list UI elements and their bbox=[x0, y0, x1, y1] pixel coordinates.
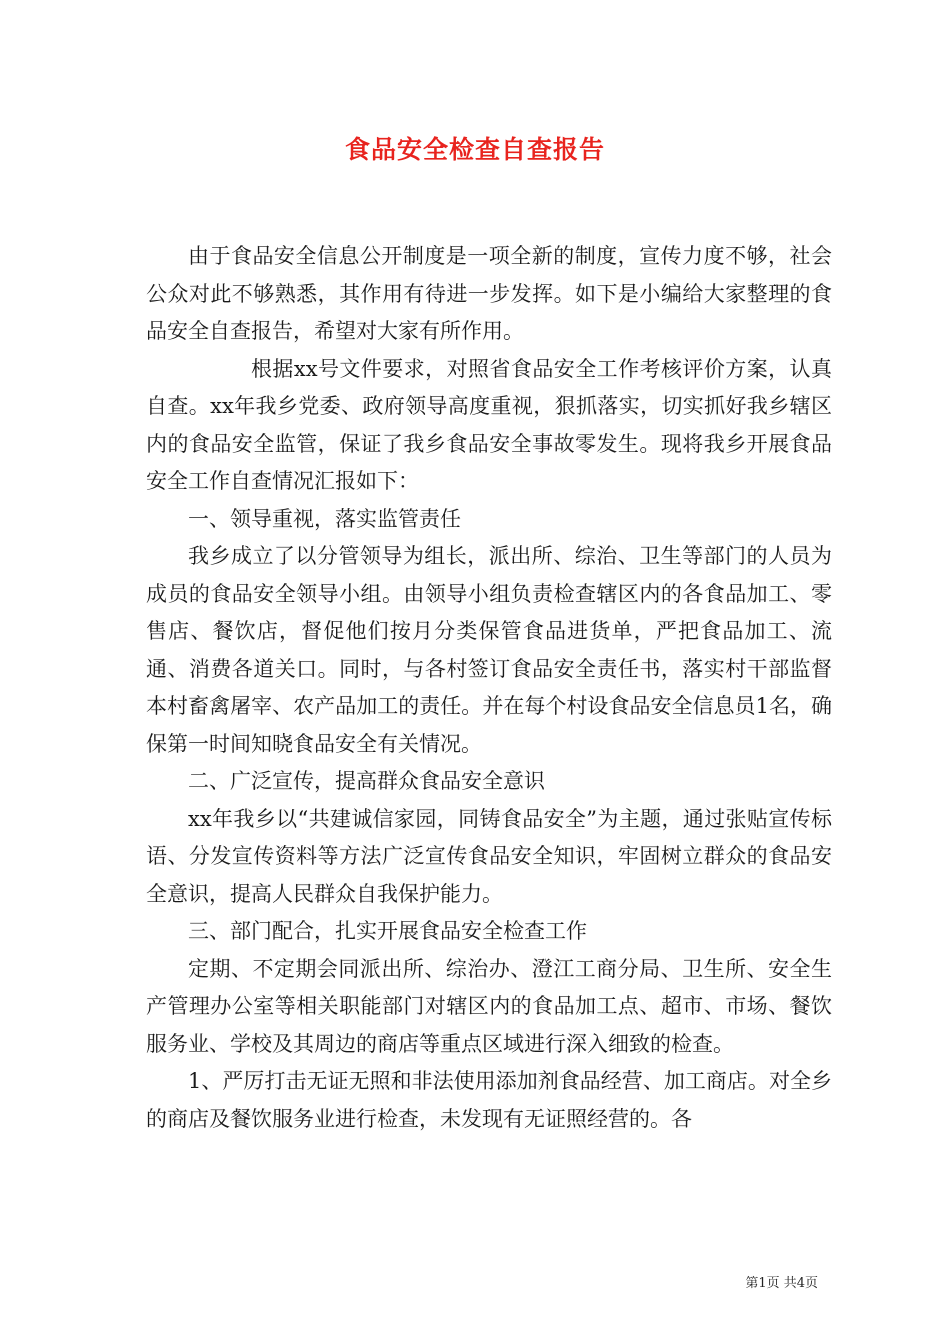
paragraph-intro: 由于食品安全信息公开制度是一项全新的制度，宣传力度不够，社会公众对此不够熟悉，其作用有待进一步发挥。如下是小编给大家整理的食品安全自查报告，希望对大家有所作用。 bbox=[146, 244, 832, 343]
section-heading-1: 一、领导重视，落实监管责任 bbox=[188, 506, 461, 531]
document-body bbox=[146, 238, 832, 1138]
paragraph-item-1: 1、严厉打击无证无照和非法使用添加剂食品经营、加工商店。对全乡的商店及餐饮服务业进行检查，未发现有无证照经营的。各 bbox=[146, 1069, 832, 1131]
section-heading-2: 二、广泛宣传，提高群众食品安全意识 bbox=[188, 769, 545, 793]
paragraph-section-1: 我乡成立了以分管领导为组长，派出所、综治、卫生等部门的人员为成员的食品安全领导小组。由领导小组负责检查辖区内的各食品加工、零售店、餐饮店，督促他们按月分类保管食品进货单，严把食品加工、流通、消费各道关口。同时，与各村签订食品安全责任书，落实村干部监督本村畜禽屠宰、农产品加工的责任。并在每个村设食品安全信息员1名，确保第一时间知晓食品安全有关情况。 bbox=[146, 544, 832, 756]
paragraph-section-3: 定期、不定期会同派出所、综治办、澄江工商分局、卫生所、安全生产管理办公室等相关职能部门对辖区内的食品加工点、超市、市场、餐饮服务业、学校及其周边的商店等重点区域进行深入细致的检查。 bbox=[146, 956, 832, 1056]
paragraph-section-2: xx年我乡以“共建诚信家园，同铸食品安全”为主题，通过张贴宣传标语、分发宣传资料等方法广泛宣传食品安全知识，牢固树立群众的食品安全意识，提高人民群众自我保护能力。 bbox=[146, 806, 832, 906]
section-heading-3: 三、部门配合，扎实开展食品安全检查工作 bbox=[188, 919, 587, 943]
page-number: 第1页 共4页 bbox=[745, 1276, 818, 1291]
paragraph-basis: 根据xx号文件要求，对照省食品安全工作考核评价方案，认真自查。xx年我乡党委、政府领导高度重视，狠抓落实，切实抓好我乡辖区内的食品安全监管，保证了我乡食品安全事故零发生。现将我乡开展食品安全工作自查情况汇报如下： bbox=[146, 356, 832, 493]
document-title: 食品安全检查自查报告 bbox=[344, 135, 605, 164]
